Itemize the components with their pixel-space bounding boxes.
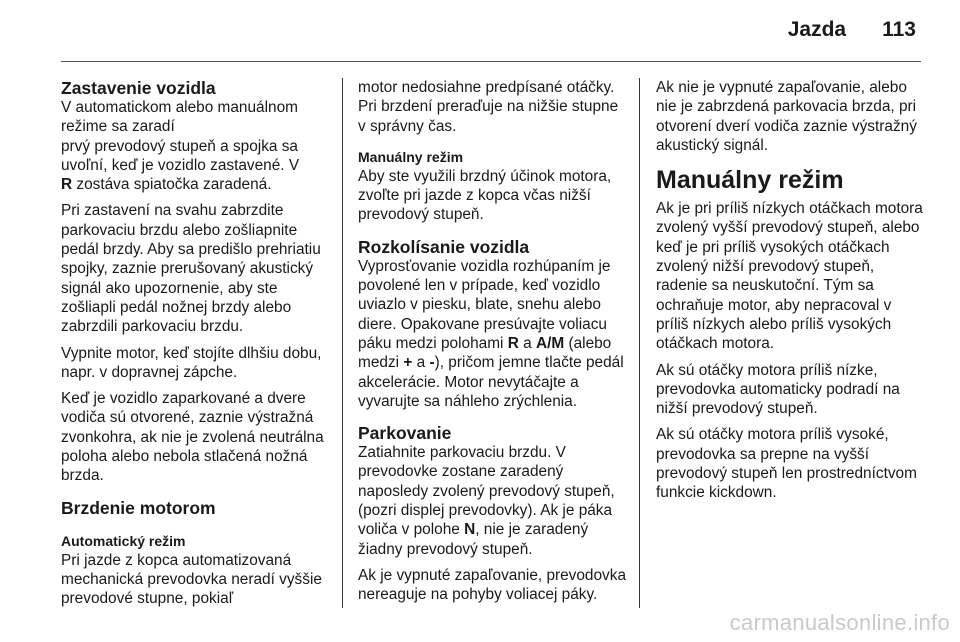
page-header: [788, 18, 916, 50]
column-divider: [342, 78, 343, 608]
column-2: [358, 78, 628, 612]
gear-n: N: [464, 521, 476, 539]
paragraph: [358, 257, 628, 411]
gear-am: A/M: [535, 334, 565, 352]
text: prvý prevodový stupeň a spojka sa uvoľní, keď je vozidlo zastavené. V: [61, 137, 300, 174]
column-divider: [639, 78, 640, 608]
paragraph: [61, 137, 333, 195]
column-1: [61, 78, 333, 616]
paragraph: Aby ste využili brzdný účinok motora, zvoľte pri jazde z kopca včas nižší prevodový stupeň.: [358, 167, 612, 224]
paragraph: Keď je vozidlo zaparkované a dvere vodiča sú otvorené, zaznie výstražná zvonkohra, ak nie je zvolená neutrálna poloha alebo nebola stlačená nožná brzda.: [61, 390, 324, 485]
gear-minus: -: [429, 354, 435, 372]
text: V automatickom alebo manuálnom režime sa zaradí: [61, 99, 298, 136]
paragraph: Vypnite motor, keď stojíte dlhšiu dobu, napr. v dopravnej zápche.: [61, 344, 322, 381]
paragraph: Pri zastavení na svahu zabrzdite parkovaciu brzdu alebo zošliapnite pedál brzdy. Aby sa predišlo prehriatiu spojky, zaznie prerušovaný akustický signál ako upozornenie, aby ste zošliapli pedál nožnej brzdy alebo zabrzdili parkovaciu brzdu.: [61, 202, 321, 336]
text: ), pričom jemne tlačte pedál akcelerácie. Motor nevytáčajte a vyvarujte sa náhleho zrýchlenia.: [358, 354, 624, 410]
paragraph: Ak je vypnuté zapaľovanie, prevodovka nereaguje na pohyby voliacej páky.: [358, 566, 627, 604]
paragraph: [358, 443, 628, 559]
text: Zatiahnite parkovaciu brzdu. V prevodovke zostane zaradený naposledy zvolený prevodový stupeň, (pozri displej prevodovky). Ak je páka voliča v polohe: [358, 444, 615, 539]
paragraph: [61, 98, 333, 137]
paragraph: motor nedosiahne predpísané otáčky. Pri brzdení preraďuje na nižšie stupne v správny čas.: [358, 79, 619, 135]
text: , nie je zaradený žiadny prevodový stupeň.: [358, 521, 589, 558]
text: a: [518, 334, 536, 352]
text: zostáva spiatočka zaradená.: [72, 176, 272, 194]
page-number: 113: [882, 18, 916, 41]
heading-parking: Parkovanie: [358, 423, 452, 444]
paragraph: Ak je pri príliš nízkych otáčkach motora zvolený vyšší prevodový stupeň, alebo keď je pri príliš vysokých otáčkach zvolený nižší prevodový stupeň, radenie sa neuskutoční. Tým sa ochraňuje motor, aby nepracoval v príliš nízkych alebo príliš vysokých otáčkach motora.: [656, 200, 923, 353]
watermark: carmanualsonline.info: [729, 610, 950, 635]
header-title: Jazda: [787, 18, 847, 41]
subheading-auto: Automatický režim: [61, 532, 186, 549]
header-rule: [61, 61, 921, 62]
heading-engine-brake: Brzdenie motorom: [61, 497, 216, 518]
paragraph: Ak sú otáčky motora príliš vysoké, prevodovka sa prepne na vyšší prevodový stupeň len prostredníctvom funkcie kickdown.: [656, 426, 917, 502]
column-3: [656, 78, 924, 510]
heading-manual-mode: Manuálny režim: [656, 166, 844, 195]
paragraph: Pri jazde z kopca automatizovaná mechanická prevodovka neradí vyššie prevodové stupne, pokiaľ: [61, 551, 322, 608]
gear-plus: +: [403, 354, 413, 372]
heading-stop: Zastavenie vozidla: [61, 78, 216, 98]
subheading-manual: Manuálny režim: [358, 148, 464, 165]
gear-r: R: [61, 176, 73, 194]
heading-rocking: Rozkolísanie vozidla: [358, 236, 530, 257]
gear-r: R: [507, 334, 519, 352]
paragraph: Ak sú otáčky motora príliš nízke, prevodovka automaticky podradí na nižší prevodový stupeň.: [656, 361, 900, 418]
text: Vyprosťovanie vozidla rozhúpaním je povolené len v prípade, keď vozidlo uviazlo v piesku, blate, snehu alebo diere. Opakovane presúvajte voliacu páku medzi polohami: [358, 257, 611, 352]
paragraph: Ak nie je vypnuté zapaľovanie, alebo nie je zabrzdená parkovacia brzda, pri otvorení dverí vodiča zaznie výstražný akustický signál.: [656, 79, 917, 154]
text: (alebo medzi: [358, 334, 612, 372]
text: a: [412, 354, 430, 372]
